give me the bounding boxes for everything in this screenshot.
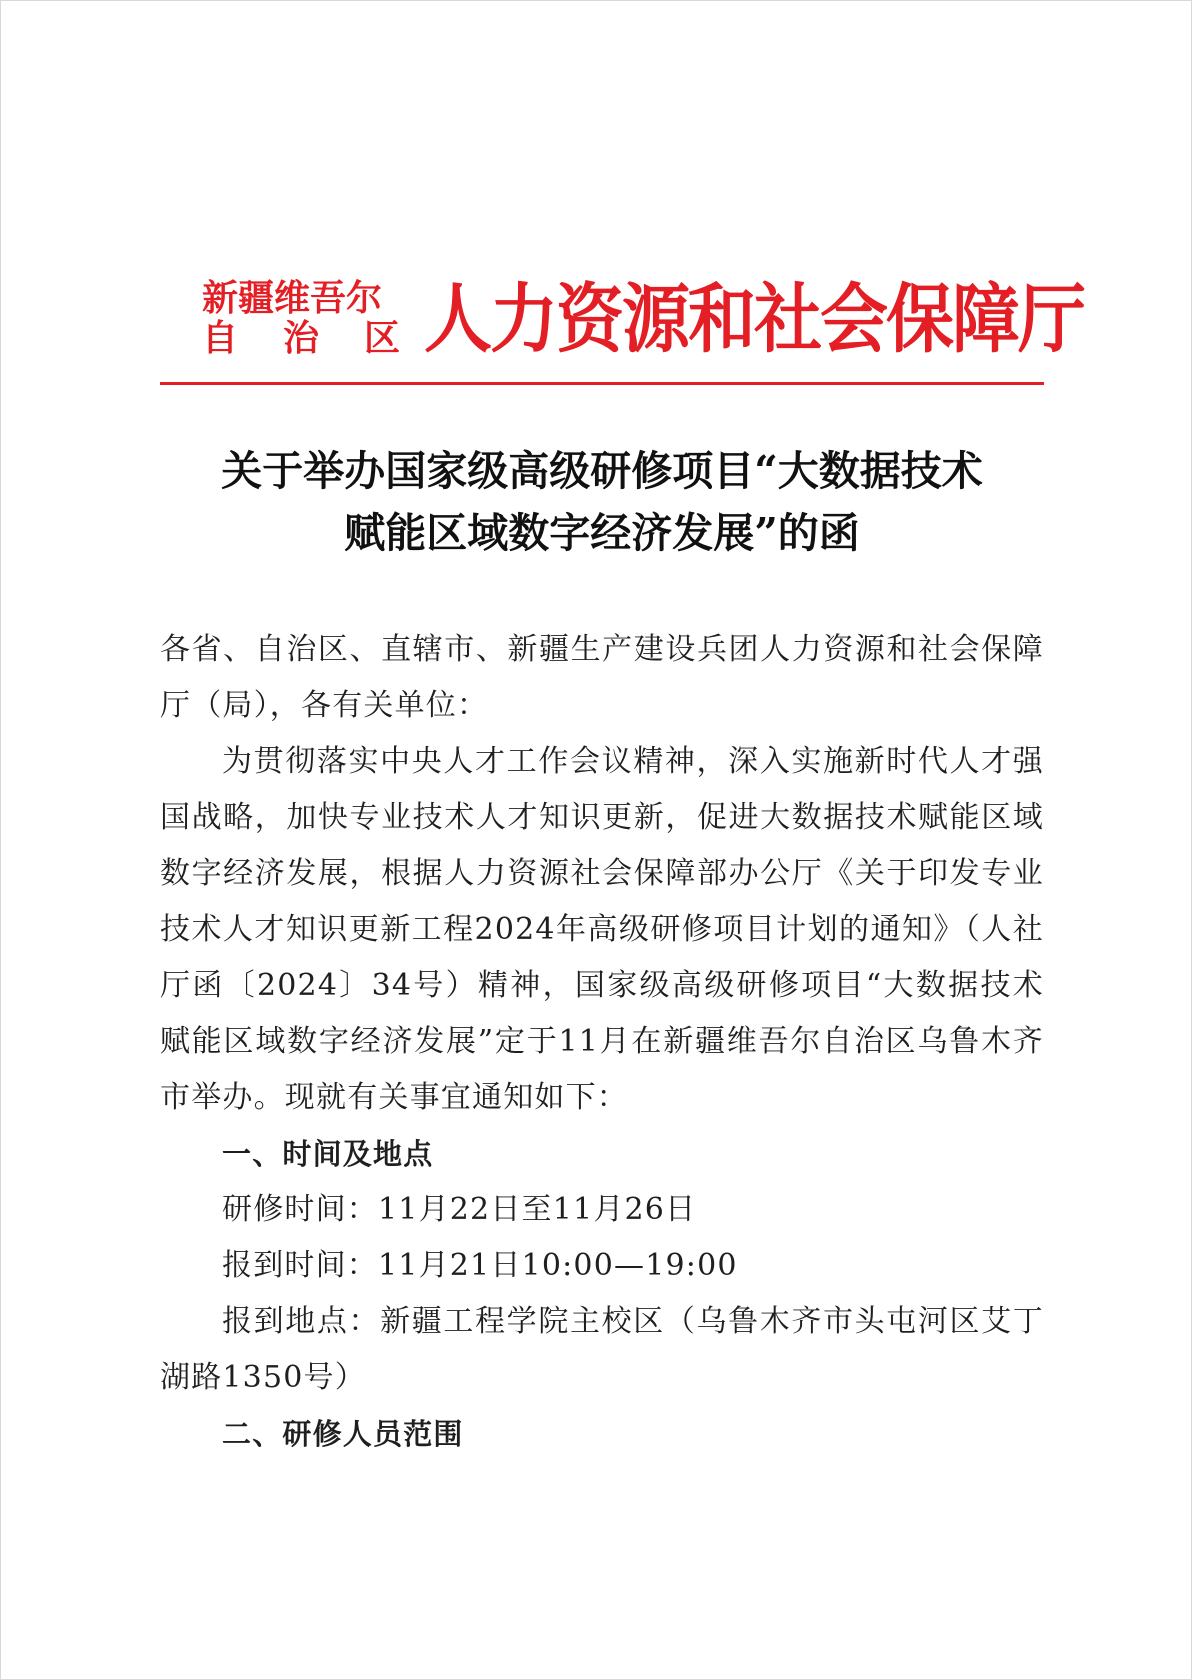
document-title-line1: 关于举办国家级高级研修项目“大数据技术	[221, 447, 983, 495]
study-time: 研修时间：11月22日至11月26日	[222, 1192, 697, 1227]
document-body	[160, 622, 1044, 1462]
letterhead-red-rule	[160, 382, 1044, 385]
document-title-line2: 赋能区域数字经济发展”的函	[344, 509, 860, 557]
registration-time: 报到时间：11月21日10:00—19:00	[222, 1248, 738, 1283]
registration-place: 报到地点：新疆工程学院主校区（乌鲁木齐市头屯河区艾丁湖路1350号）	[160, 1304, 1044, 1395]
document-title	[160, 440, 1044, 564]
letterhead-region-char: 自	[202, 317, 239, 359]
letterhead	[202, 270, 1085, 370]
letterhead-region-char: 治	[282, 317, 319, 359]
letterhead-region-line1: 新疆维吾尔	[202, 277, 383, 319]
letterhead-region-char: 区	[363, 317, 400, 359]
section-heading-time-place: 一、时间及地点	[222, 1137, 434, 1171]
section-heading-participants: 二、研修人员范围	[222, 1417, 464, 1451]
letterhead-department: 人力资源和社会保障厅	[424, 275, 1085, 364]
body-paragraph: 为贯彻落实中央人才工作会议精神，深入实施新时代人才强国战略，加快专业技术人才知识更新，促进大数据技术赋能区域数字经济发展，根据人力资源社会保障部办公厅《关于印发专业技术人才知识更新工程2024年高级研修项目计划的通知》（人社厅函〔2024〕34号）精神，国家级高级研修项目“大数据技术赋能区域数字经济发展”定于11月在新疆维吾尔自治区乌鲁木齐市举办。现就有关事宜通知如下：	[160, 744, 1044, 1115]
addressee: 各省、自治区、直辖市、新疆生产建设兵团人力资源和社会保障厅（局），各有关单位：	[160, 632, 1044, 723]
letterhead-region	[202, 278, 400, 358]
letterhead-region-line2	[202, 318, 400, 358]
